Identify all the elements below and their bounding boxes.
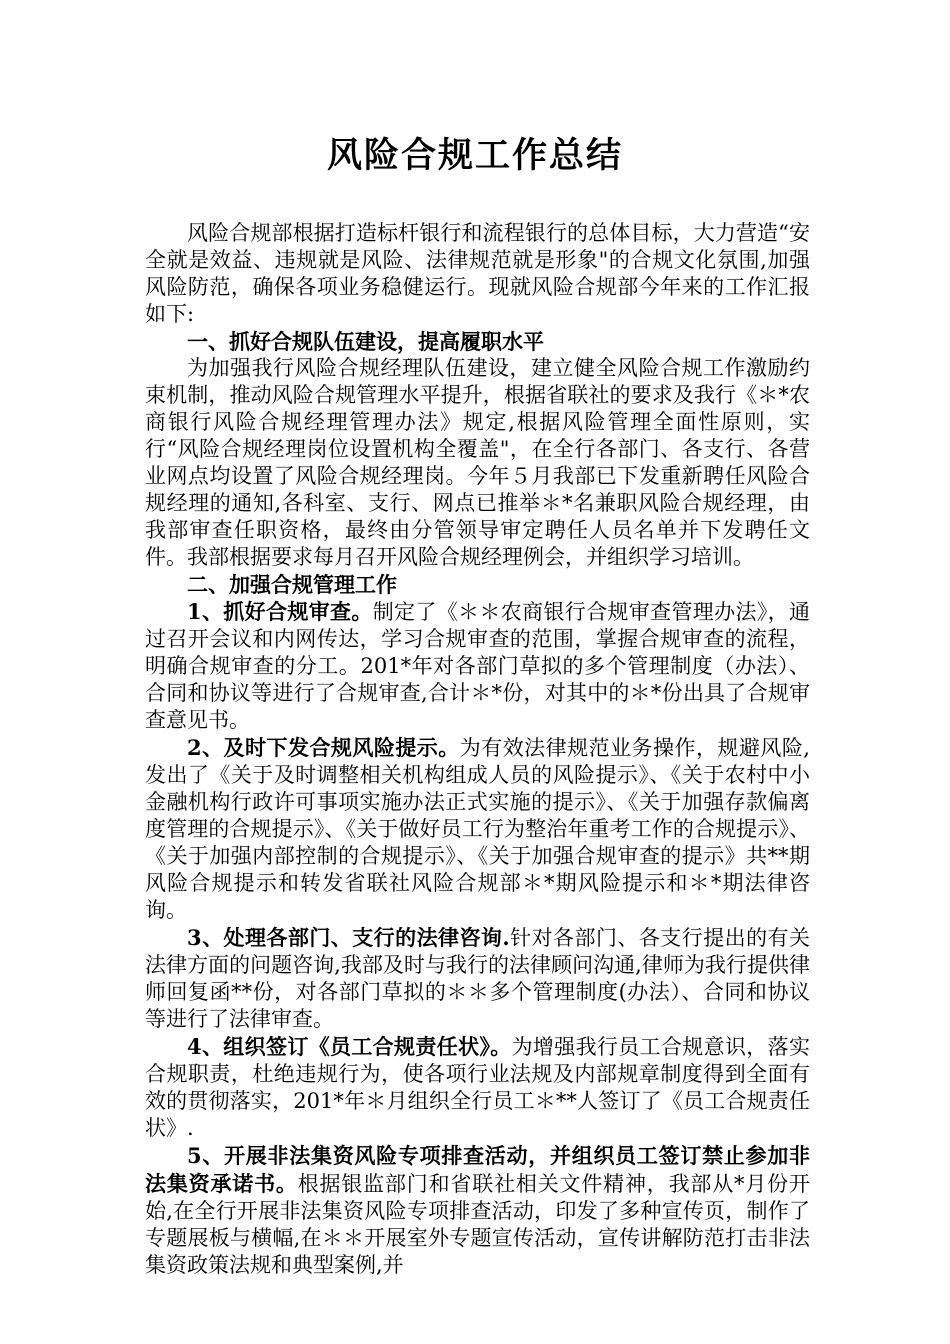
intro-paragraph: 风险合规部根据打造标杆银行和流程银行的总体目标，大力营造“安全就是效益、违规就是风险、法律规范就是形象"的合规文化氛围,加强风险防范，确保各项业务稳健运行。现就风险合规部今年来的工作汇报如下:	[145, 221, 810, 326]
item-4-text: 为增强我行员工合规意识，落实合规职责，杜绝违规行为，使各项行业法规及内部规章制度得到全面有效的贯彻落实，201*年＊月组织全行员工＊**人签订了《员工合规责任状》.	[145, 1035, 810, 1140]
section-2-heading: 二、加强合规管理工作	[187, 572, 397, 597]
item-3-text: 针对各部门、各支行提出的有关法律方面的问题咨询,我部及时与我行的法律顾问沟通,律师为我行提供律师回复函**份，对各部门草拟的＊＊多个管理制度(办法）、合同和协议等进行了法律审查。	[145, 926, 810, 1031]
item-2-paragraph	[145, 734, 810, 924]
document-title: 风险合规工作总结	[326, 136, 623, 176]
item-4-lead: 4、组织签订《员工合规责任状》。	[187, 1034, 512, 1059]
document-body	[145, 220, 810, 1279]
item-1-text: 制定了《＊＊农商银行合规审查管理办法》，通过召开会议和内网传达，学习合规审查的范围，掌握合规审查的流程，明确合规审查的分工。201*年对各部门草拟的多个管理制度（办法）、合同和协议等进行了合规审查,合计＊*份，对其中的＊*份出具了合规审查意见书。	[145, 600, 810, 732]
item-1-paragraph	[145, 598, 810, 734]
item-2-lead: 2、及时下发合规风险提示。	[187, 735, 460, 760]
item-5-lead: 5、开展非法集资风险专项排查活动，并组织员工签订禁止参加非法集资承诺书。	[145, 1143, 810, 1196]
item-4-paragraph	[145, 1033, 810, 1142]
section-1-heading: 一、抓好合规队伍建设，提高履职水平	[187, 329, 544, 354]
item-5-text: 根据银监部门和省联社相关文件精神，我部从*月份开始,在全行开展非法集资风险专项排查活动，印发了多种宣传页，制作了专题展板与横幅,在＊＊开展室外专题宣传活动，宣传讲解防范打击非法集资政策法规和典型案例,并	[145, 1172, 810, 1277]
item-1-lead: 1、抓好合规审查。	[187, 599, 373, 624]
item-3-lead: 3、处理各部门、支行的法律咨询.	[187, 925, 510, 950]
item-5-paragraph	[145, 1142, 810, 1279]
item-2-text: 为有效法律规范业务操作，规避风险,发出了《关于及时调整相关机构组成人员的风险提示》、《关于农村中小金融机构行政许可事项实施办法正式实施的提示》、《关于加强存款偏离度管理的合规提示》、《关于做好员工行为整治年重考工作的合规提示》、《关于加强内部控制的合规提示》、《关于加强合规审查的提示》共**期风险合规提示和转发省联社风险合规部＊*期风险提示和＊*期法律咨询。	[145, 736, 810, 922]
item-3-paragraph	[145, 924, 810, 1033]
section-1-paragraph: 为加强我行风险合规经理队伍建设，建立健全风险合规工作激励约束机制，推动风险合规管理水平提升，根据省联社的要求及我行《＊*农商银行风险合规经理管理办法》规定,根据风险管理全面性原则，实行“风险合规经理岗位设置机构全覆盖"，在全行各部门、各支行、各营业网点均设置了风险合规经理岗。今年５月我部已下发重新聘任风险合规经理的通知,各科室、支行、网点已推举＊*名兼职风险合规经理，由我部审查任职资格，最终由分管领导审定聘任人员名单并下发聘任文件。我部根据要求每月召开风险合规经理例会，并组织学习培训。	[145, 356, 810, 569]
